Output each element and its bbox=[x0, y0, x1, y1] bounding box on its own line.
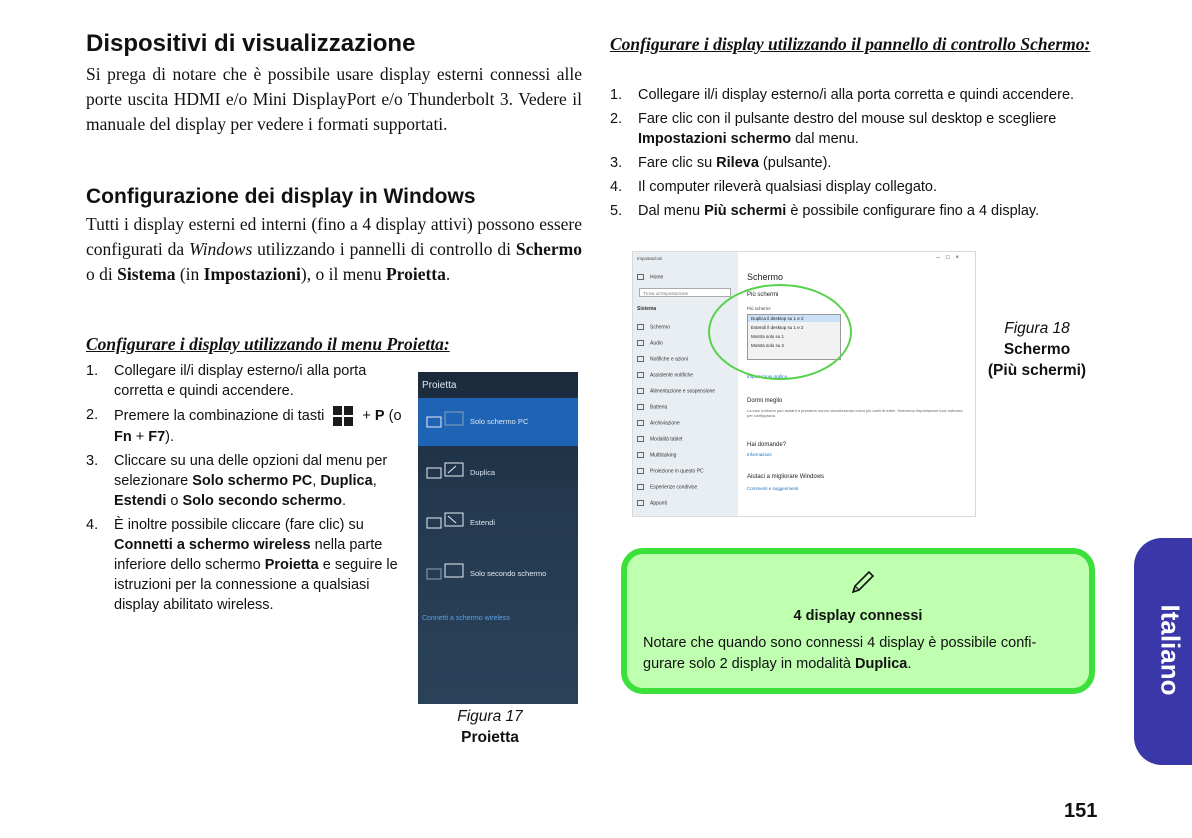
sidebar-item-audio[interactable]: Audio bbox=[637, 340, 663, 346]
projection-menu-screenshot bbox=[418, 372, 578, 704]
list-item: 2. Fare clic con il pulsante destro del mouse sul desktop e scegliere Impostazioni schermo dal menu. bbox=[610, 111, 1057, 147]
sidebar-item-shared-experiences[interactable]: Esperienze condivise bbox=[637, 484, 697, 490]
pencil-icon bbox=[847, 568, 877, 598]
subsection-heading: Configurazione dei display in Windows bbox=[86, 185, 476, 208]
option-extend[interactable]: Estendi bbox=[418, 499, 578, 547]
highlight-circle bbox=[708, 284, 852, 380]
pc-screen-only-icon bbox=[426, 410, 466, 432]
display-panel-steps bbox=[610, 85, 1106, 225]
sidebar-item-notifications[interactable]: Notifiche e azioni bbox=[637, 356, 688, 362]
option-pc-screen-only[interactable]: Solo schermo PC bbox=[418, 398, 578, 446]
sidebar-item-storage[interactable]: Archiviazione bbox=[637, 420, 680, 426]
feedback-link[interactable]: Commenti e suggerimenti bbox=[747, 486, 799, 491]
sidebar-item-focus-assist[interactable]: Assistente notifiche bbox=[637, 372, 693, 378]
list-item: 4. È inoltre possibile cliccare (fare clic) su Connetti a schermo wireless nella parte inferiore dello schermo Proietta e seguire le istruzioni per la connessione a qualsiasi display abilitato wireless. bbox=[86, 517, 398, 613]
config-paragraph: Tutti i display esterni ed interni (fino a 4 display attivi) possono essere configurati da Windows utilizzando i pannelli di controllo di Schermo o di Sistema (in Impostazioni), o il menu Proietta. bbox=[86, 214, 583, 284]
projection-menu-subheading: Configurare i display utilizzando il menu Proietta: bbox=[86, 334, 450, 354]
sidebar-item-battery[interactable]: Batteria bbox=[637, 404, 667, 410]
improve-heading: Aiutaci a migliorare Windows bbox=[747, 474, 825, 480]
extend-icon bbox=[426, 511, 466, 533]
windows-key-icon bbox=[332, 405, 354, 427]
section-heading: Dispositivi di visualizzazione bbox=[86, 30, 416, 57]
sidebar-item-tablet-mode[interactable]: Modalità tablet bbox=[637, 436, 683, 442]
sidebar-item-multitasking[interactable]: Multitasking bbox=[637, 452, 676, 458]
sidebar-item-display[interactable]: Schermo bbox=[637, 324, 670, 330]
list-item: 3. Cliccare su una delle opzioni dal menu per selezionare Solo schermo PC, Duplica, Estendi o Solo secondo schermo. bbox=[86, 453, 388, 509]
dropdown-option[interactable]: Mostra solo su 2 bbox=[751, 343, 785, 348]
settings-search-input[interactable]: Trova un'impostazione bbox=[639, 288, 731, 297]
multi-display-heading: Più schermi bbox=[747, 292, 779, 298]
display-panel-subheading: Configurare i display utilizzando il pannello di controllo Schermo: bbox=[610, 34, 1091, 54]
projection-menu-title: Proietta bbox=[422, 380, 457, 391]
dropdown-option[interactable]: Mostra solo su 1 bbox=[751, 334, 785, 339]
list-item: 5. Dal menu Più schermi è possibile configurare fino a 4 display. bbox=[610, 203, 1040, 219]
question-heading: Hai domande? bbox=[747, 442, 787, 448]
help-link[interactable]: Informazioni bbox=[747, 452, 772, 457]
language-tab bbox=[1134, 538, 1192, 765]
sidebar-section-label: Sistema bbox=[637, 306, 657, 312]
list-item: 1. Collegare il/i display esterno/i alla porta corretta e quindi accendere. bbox=[86, 363, 367, 399]
projection-steps bbox=[86, 361, 402, 619]
sidebar-item-home[interactable]: Home bbox=[637, 274, 663, 280]
sidebar-item-clipboard[interactable]: Appunti bbox=[637, 500, 667, 506]
sidebar-item-projecting[interactable]: Proiezione in questo PC bbox=[637, 468, 704, 474]
duplicate-icon bbox=[426, 461, 466, 483]
multi-display-label: Più schermi bbox=[747, 306, 771, 311]
list-item: 1. Collegare il/i display esterno/i alla porta corretta e quindi accendere. bbox=[610, 87, 1075, 103]
connect-wireless-link[interactable]: Connetti a schermo wireless bbox=[422, 615, 510, 622]
window-controls-icon[interactable]: –□× bbox=[936, 255, 965, 261]
intro-paragraph: Si prega di notare che è possibile usare display esterni connessi alle porte uscita HDMI e/o Mini DisplayPort e/o Thunderbolt 3. Vedere il manuale del display per vedere i formati supportati. bbox=[86, 64, 582, 134]
settings-page-title: Schermo bbox=[747, 272, 784, 282]
note-title: 4 display connessi bbox=[793, 608, 923, 624]
language-tab-label: Italiano bbox=[1155, 604, 1186, 696]
list-item: 3. Fare clic su Rileva (pulsante). bbox=[610, 155, 832, 171]
dropdown-option[interactable]: Estendi il desktop su 1 e 2 bbox=[751, 325, 804, 330]
sleep-heading: Dormi meglio bbox=[747, 398, 783, 404]
sleep-text: La luce notturna può aiutarti a prendere sonno visualizzando colori più caldi di notte. Seleziona Impostazioni luce notturna per configurarla. bbox=[747, 408, 963, 418]
second-screen-only-icon bbox=[426, 562, 466, 584]
sidebar-item-power[interactable]: Alimentazione e sospensione bbox=[637, 388, 715, 394]
settings-sidebar: Impostazioni Home Trova un'impostazione Sistema Schermo Audio Notifiche e azioni Assistente notifiche Alimentazione e sospensione Batteria Archiviazione Modalità tablet Multitasking Proiezione in questo PC Esperienze condivise Appunti bbox=[633, 252, 738, 516]
page-number: 151 bbox=[1064, 800, 1098, 822]
figure-17-caption: Figura 17 Proietta bbox=[457, 708, 523, 746]
graphics-settings-link[interactable]: Impostazioni grafica bbox=[747, 374, 788, 379]
note-box bbox=[621, 548, 1095, 694]
list-item: 4. Il computer rileverà qualsiasi display collegato. bbox=[610, 179, 938, 195]
note-text: Notare che quando sono connessi 4 display è possibile confi-gurare solo 2 display in modalità Duplica. bbox=[643, 635, 1037, 672]
dropdown-option[interactable]: Duplica il desktop su 1 e 2 bbox=[748, 315, 840, 322]
figure-18-caption: Figura 18 Schermo (Più schermi) bbox=[987, 320, 1087, 379]
option-second-screen-only[interactable]: Solo secondo schermo bbox=[418, 550, 578, 598]
option-duplicate[interactable]: Duplica bbox=[418, 449, 578, 497]
list-item: 2. Premere la combinazione di tasti + P (o Fn + F7). bbox=[86, 407, 402, 445]
